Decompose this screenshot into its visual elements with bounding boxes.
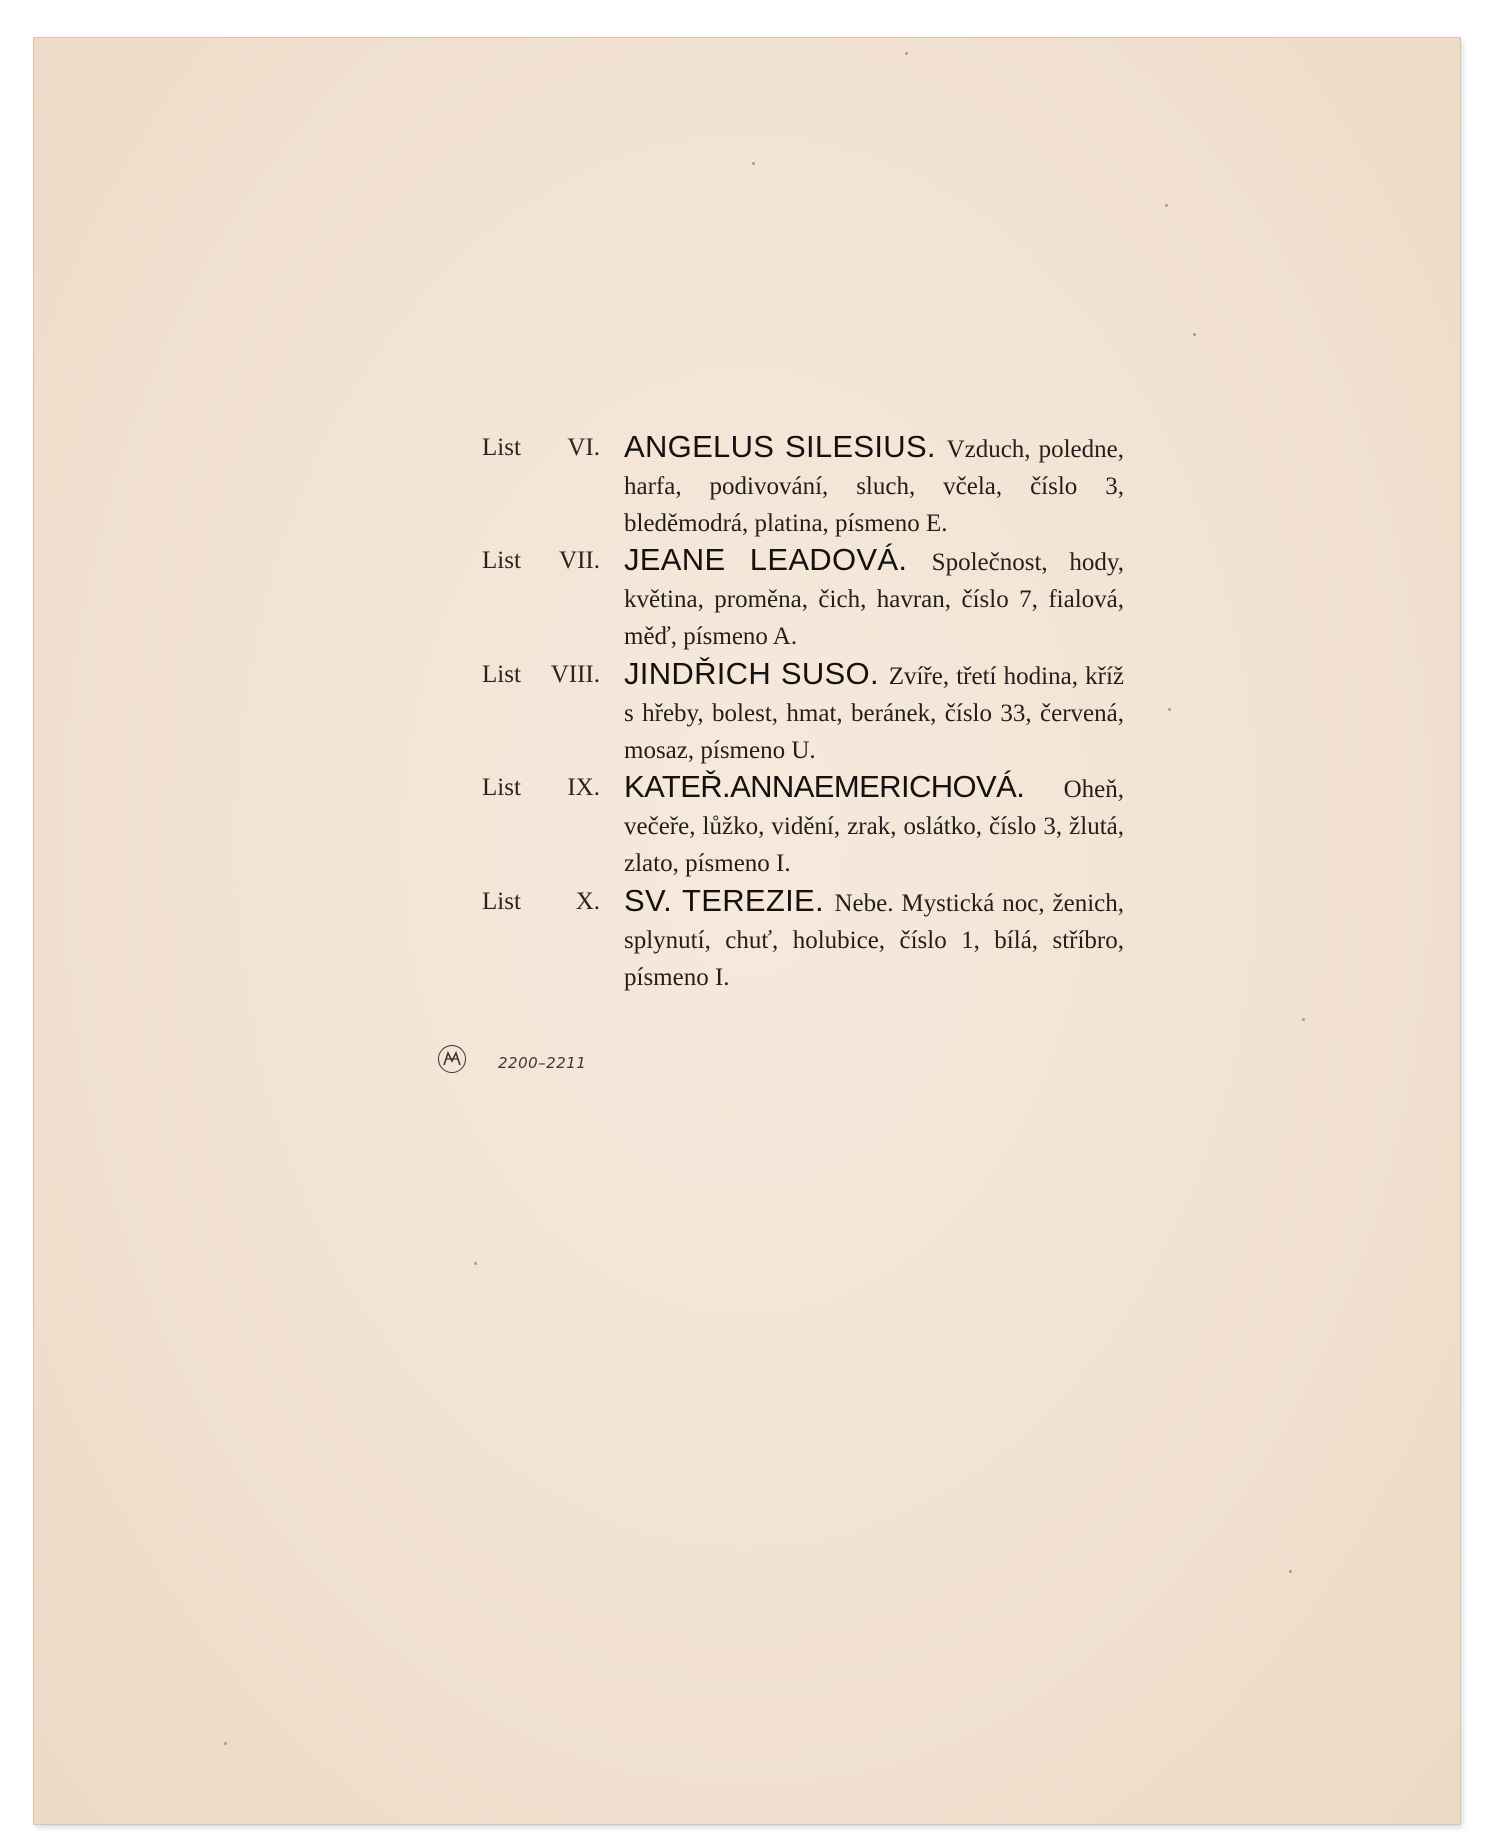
paper-speck: [474, 1262, 477, 1265]
list-word: List: [482, 774, 521, 801]
list-label: [482, 661, 600, 689]
list-label: [482, 547, 600, 575]
paper-speck: [905, 52, 908, 55]
paper-speck: [1289, 1570, 1292, 1573]
list-numeral: VI.: [567, 434, 600, 461]
entry-description: Nebe. Mystická noc, ženich, splynutí, chuť, holubice, číslo 1, bílá, stříbro, písmeno I.: [624, 890, 1125, 991]
list-numeral: VII.: [559, 547, 600, 574]
paper-speck: [1165, 204, 1168, 207]
entry-name: ANGELUS SILESIUS.: [624, 429, 947, 464]
paper-speck: [224, 1742, 227, 1745]
entry-description: Společnost, hody, květina, proměna, čich, havran, číslo 7, fialová, měď, písmeno A.: [624, 549, 1124, 650]
entry-description: Vzduch, poledne, harfa, podivování, sluch, včela, číslo 3, bleděmodrá, platina, písmeno E.: [624, 436, 1124, 537]
paper-speck: [1193, 333, 1196, 336]
list-numeral: X.: [575, 888, 600, 915]
inventory-number: 2200–2211: [498, 1054, 587, 1072]
list-word: List: [482, 434, 521, 461]
list-word: List: [482, 547, 521, 574]
paper-speck: [752, 162, 755, 165]
entry-text: [624, 768, 1124, 882]
entry-name: SV. TEREZIE.: [624, 883, 835, 918]
list-numeral: IX.: [567, 774, 600, 801]
list-word: List: [482, 888, 521, 915]
collection-stamp-icon: [438, 1045, 466, 1073]
entry-text: [624, 655, 1124, 769]
paper-speck: [1302, 1018, 1305, 1021]
entry-description: Zvíře, třetí hodina, kříž s hřeby, bolest, hmat, beránek, číslo 33, červená, mosaz, písmeno U.: [624, 663, 1124, 764]
list-word: List: [482, 661, 521, 688]
monogram-icon: [442, 1051, 462, 1067]
entry-text: [624, 428, 1124, 542]
list-label: [482, 434, 600, 462]
entry-text: [624, 882, 1124, 996]
paper-speck: [1168, 708, 1171, 711]
list-label: [482, 774, 600, 802]
entry-description: Oheň, večeře, lůžko, vidění, zrak, oslátko, číslo 3, žlutá, zlato, písmeno I.: [624, 776, 1124, 877]
list-label: [482, 888, 600, 916]
entry-name: KATEŘ.ANNAEMERICHOVÁ.: [624, 769, 1064, 804]
list-numeral: VIII.: [550, 661, 600, 688]
entry-name: JEANE LEADOVÁ.: [624, 542, 932, 577]
entry-text: [624, 541, 1124, 655]
entry-name: JINDŘICH SUSO.: [624, 656, 889, 691]
